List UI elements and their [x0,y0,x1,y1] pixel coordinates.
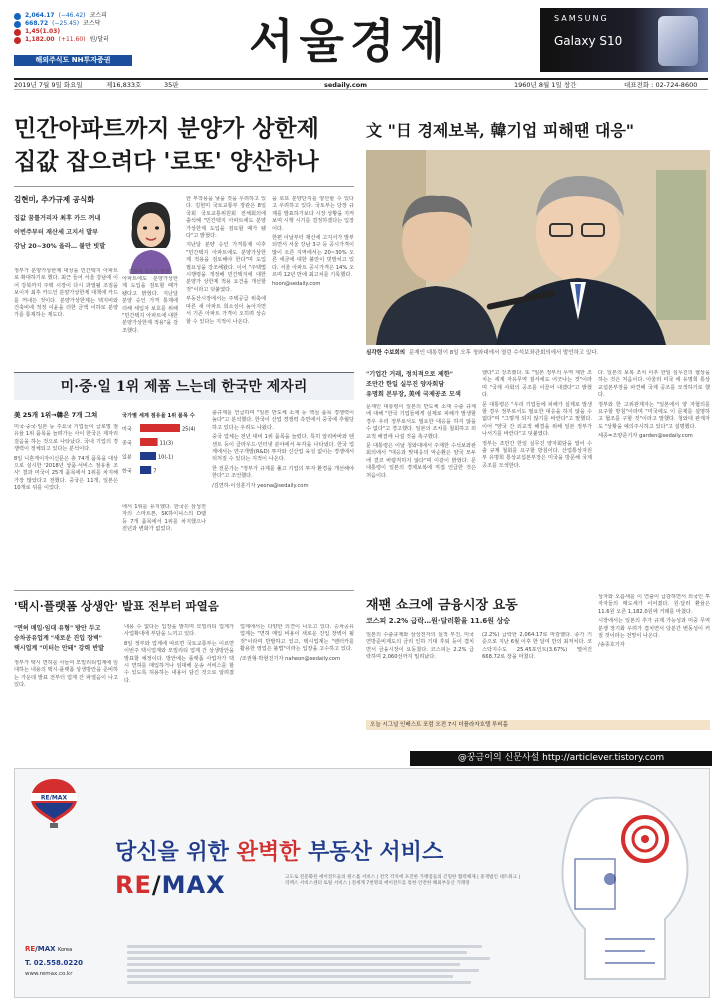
market-summary [14,12,132,52]
galaxy-ad[interactable] [540,8,708,72]
chart-bar [140,424,180,432]
site-url[interactable]: sedaily.com [324,81,367,89]
top-headline: 민간아파트까지 분양가 상한제 집값 잡으려다 '로또' 양산하나 [14,115,319,175]
president-subheads: "기업간 거래, 정치적으로 제한" 조만간 한일 실무진 양자회담 유명희 본부장, 美에 국제공조 모색 [366,371,461,398]
trade-headline: 미·중·일 1위 제품 느는데 한국만 제자리 [14,372,354,400]
blog-watermark[interactable]: @꿍금이의 신문사설 http://articlever.tistory.com [410,751,712,766]
chart-bar [140,438,158,446]
chart-category-label: 미국 [122,426,132,433]
chart-value-label: 25(4) [182,426,196,433]
chart-title: 국가별 세계 점유율 1위 품목 수 [122,413,195,419]
newspaper-logo: 서울경제 [249,14,451,68]
chart-category-label: 한국 [122,468,132,475]
meeting-photo-illustration [366,150,710,345]
divider [14,590,354,591]
president-headline: 文 "日 경제보복, 韓기업 피해땐 대응" [366,121,635,140]
market-row-fx: 1,182.00 (+11.60) 원/달러 [14,36,132,44]
trade-subhead: 美 25개 1위→韓은 7개 그쳐 [14,411,98,419]
market-headline: 재팬 쇼크에 금융시장 요동 [366,598,518,613]
chart-category-label: 중국 [122,440,132,447]
top-story-body-3: 한 부작용을 낳을 것을 우려하고 있다. 김현미 국토교통부 장관은 8일 국회 국토교통위원회 전체회의에 출석해 "민간택지 아파트에도 분양가상한제 도입을 검토할 때가 됐다"고 밝혔다. 지난달 분양 승인 가격통제 이후 "민간택지 아파트에도 분양가상한제 적용을 검토해야 한다"며 도입 필요성을 강조해왔다. 이어 "주택법 시행령을 개정해 민간택지에 대한 분양가 상한제 적용 요건을 개선할 것"이라고 덧붙였다. 부동산시장에서는 주택공급 위축에 따른 새 아파트 희소성이 높아지면서 기존 아파트 가격이 오히려 상승할 수 있다는 지적이 나온다. [186,196,266,325]
meeting-photo [366,150,710,345]
market-row-kosdaq: 668.72 (−25.45) 코스닥 [14,20,132,28]
caricature-illustration [122,196,180,274]
balloon-label: RE/MAX [40,794,68,802]
trade-body-3: 출규제를 언급하며 "일본 반도체 소재 등 핵심 품목 경쟁력이 높다"고 분석했다. 한국이 산업 경쟁력 측면에서 중국에 추월당하고 있다는 우려도 나왔다. 중국 업체는 전년 대비 1위 품목을 늘렸다. 특히 알리바바와 텐센트 등이 클라우드·인터넷 분야에서 두각을 나타냈다. 한국 업계에서는 연구개발(R&D) 투자와 신산업 육성 없이는 경쟁에서 뒤처질 수 있다는 지적이 나온다. 한 전문가는 "정부가 규제를 풀고 기업의 투자 환경을 개선해야 한다"고 조언했다. /김연하·이성훈기자 yeona@sedaily.com [212,410,354,489]
top-story-body: 정부가 분양가상한제 대상을 민간택지 아파트로 확대하기로 했다. 최근 들어 서울 강남에 이어 강북까지 주택 시장이 다시 과열될 조짐을 보이자 최후 카드인 분양가상한제 대책에 카드를 꺼내든 것이다. 분양가상한제는 택지비와 건축비에 적정 이윤을 더한 금액 이하로 분양가를 통제하는 제도다. [14,268,118,319]
chart-value-label: 10(-1) [158,454,174,461]
president-body-1: 문재인 대통령이 일본의 반도체 소재 수출 규제에 대해 "한국 기업들에게 실제로 피해가 발생할 경우 우리 정부로서도 필요한 대응을 하지 않을 수 없다"고 경고했다. 일본의 조치를 철회하고 외교적 해결에 나설 것을 촉구했다. 문 대통령은 이날 청와대에서 주재한 수석보좌관회의에서 "대응과 맞대응의 악순환은 양국 모두에 결코 바람직하지 않다"며 이같이 밝혔다. 문 대통령이 일본의 경제보복에 직접 언급한 것은 처음이다. [366,404,476,479]
chart-bar [140,452,156,460]
phone-number: 대표전화 : 02-724-8600 [624,81,698,89]
president-body-3: 다. 일본의 보복 조치 이후 한일 실무진의 협상을 하는 것은 처음이다. 아울러 미국 에 유명희 통상교섭본부장을 파견해 국제 공조를 모색하기로 했다. 정부와 한 고위관계자는 "일본에서 양 자협의를 요구할 방침"이라며 "미국에도 이 문제를 설명하고 협조를 구할 것"이라고 말했다. 청와대 관계자도 "상황을 예의주시하고 있다"고 설명했다. 세종=조양준기자 garden@sedaily.com [598,370,710,440]
taxi-subheads: "면허 매입·임대 유형" 방안 두고 승차공유업계 "새로운 진입 장벽" 택시업계 "미터는 안돼" 강력 반발 [14,625,104,652]
taxi-body-3: 업계에서는 다양한 의견이 나오고 있다. 승차공유 업계는 "면허 매입 비용이 새로운 진입 장벽이 될 것"이라며 반발하고 있고, 택시업계는 "렌터카를 활용한 영업은 불법"이라는 입장을 고수하고 있다. /조권형·박현진기자 naheon@sedaily.com [240,624,354,662]
photo-caption: 심각한 수보회의 문재인 대통령이 8일 오후 청와대에서 열린 수석보좌관회의에서 발언하고 있다. [366,350,599,356]
chart-bars [122,424,195,475]
market-row-other: 1,45(1.03) [14,28,132,36]
ad-brand: RE/MAX [115,871,226,899]
market-subhead: 코스피 2.2% 급락…원·달러환율 11.6원 상승 [366,617,510,625]
robot-illustration [515,779,705,994]
phone-icon [658,16,698,66]
ad-branch-list [127,945,497,993]
remax-ad[interactable] [14,768,710,998]
market-dot-icon [14,29,21,36]
ad-phone[interactable]: T. 02.558.0220 [25,959,83,967]
ad-title: 당신을 위한 완벽한 부동산 서비스 [115,840,444,865]
trade-body-1: 미국·중국·일본 등 주요국 기업들이 글로벌 점유율 1위 품목을 늘려가는 사이 한국은 제자리걸음을 하는 것으로 나타났다. 국내 기업의 경쟁력이 정체되고 있다는 분석이다. 8일 니혼게이자이신문은 총 74개 품목을 대상으로 실시한 '2018년 상품·서비스 점유율 조사' 결과 미국이 25개 품목에서 1위를 차지해 가장 많았다고 전했다. 중국은 11개, 일본은 10개로 뒤를 이었다. [14,424,118,492]
issue-edition: 35판 [164,81,179,89]
balloon-icon [29,777,79,829]
chart-value-label: 7 [153,468,157,475]
date-bar [14,78,708,90]
market-dot-icon [14,37,21,44]
market-row-kospi: 2,064.17 (−46.42) 코스피 [14,12,132,20]
issue-number: 제16,833호 [106,81,142,89]
samsung-brand: SAMSUNG [554,14,609,23]
market-body-2: (2.2%) 급락한 2,064.17로 마감했다. 종가 기준으로 지난 6월 이후 한 달여 만의 최저치다. 코스닥지수도 25.45포인트(3.67%) 떨어진 668.72로 장을 마쳤다. [482,632,592,661]
top-subheads: 집값 꿈틀거리자 최후 카드 꺼내 이번주부터 재산세 고지서 발부 강남 20~30% 올라… 불만 빗발 [14,215,106,250]
ad-footer-logo: RE/MAX Korea [25,945,73,953]
taxi-headline: '택시·플랫폼 상생안' 발표 전부터 파열음 [14,599,219,613]
ad-url[interactable]: www.remax.co.kr [25,971,73,977]
market-dot-icon [14,13,21,20]
issue-date: 2019년 7월 9일 화요일 [14,81,83,89]
market-body-3: 상자와 오름세를 이 연출이 급감하면서 외국인 투자자들의 매도세가 이어졌다. 원·달러 환율은 11.6원 오른 1,182.0원에 거래를 마쳤다. 시장에서는 일본의 추가 규제 가능성과 미중 무역분쟁 장기화 우려가 겹치면서 당분간 변동성이 커질 것이라는 전망이 나온다. /송종호기자 [598,594,710,649]
forum-promo[interactable]: 오늘 시그널 인베스트 포럼 오전 7시 더플라자호텔 루비홀 [366,720,710,730]
market-dot-icon [14,21,21,28]
trade-body-2: 에서 1위를 유지했다. 한국은 삼성전자의 스마트폰, SK하이닉스의 D램 등 7개 품목에서 1위를 차지했으나 전년과 변화가 없었다. [122,504,206,533]
top-story-body-4: 을 로또 분양단지를 양산할 수 있다고 우려하고 있다. 국토부는 당장 규제를 발표하기보다 시장 상황을 지켜보며 시행 시기를 결정하겠다는 입장이다. 한편 이날부터 재산세 고지서가 발부되면서 서울 강남 3구 등 공시가격이 많이 오른 지역에서는 20~30% 오른 세금에 대한 불만이 빗발치고 있다. 서울 아파트 공시가격은 14% 오르며 12년 만에 최고치를 기록했다. hoon@sedaily.com [272,196,354,288]
divider [14,186,354,187]
founded-date: 1960년 8월 1일 창간 [514,81,577,89]
taxi-body-2: 내용 수 없다는 입장을 밝히며 모빌리티 업계가 사업확대에 부담을 느끼고 있다. 8일 정부와 업계에 따르면 국토교통부는 이르면 이번주 택시업계와 모빌리티 업계 간 상생방안을 발표할 예정이다. 방안에는 플랫폼 사업자가 택시 면허를 매입하거나 임대해 운송 서비스를 할 수 있도록 허용하는 내용이 담긴 것으로 알려졌다. [124,624,234,684]
sponsor-nh[interactable]: 해외주식도 NH투자증권 [14,55,132,66]
taxi-body-1: 정부가 택시 면허를 사들여 모빌리티업계에 임대하는 내용의 택시·플랫폼 상생방안을 준비하는 가운데 발표 전부터 업계 간 파열음이 나고 있다. [14,660,118,689]
top-byline: 김현미, 추가규제 공식화 [14,195,95,204]
share-leader-chart [122,410,206,502]
chart-bar [140,466,151,474]
market-body-1: 일본의 수출규제와 삼성전자의 실적 부진, 미국 연방준비제도의 금리 인하 기대 후퇴 등이 겹치면서 금융시장이 요동쳤다. 코스피는 2.2% 급락하며 2,060선까지 밀려났다. [366,632,474,661]
caricature-caption: 김현미 국토부 장관 [128,269,170,275]
chart-value-label: 11(3) [159,440,174,447]
president-body-2: 했다"고 강조했다. 또 "일본 정부의 무역 제한 조치는 세계 자유무역 질서에도 어긋나는 것"이라며 "국제 사회의 공조를 이끌어 내겠다"고 밝혔다. 문 대통령은 "우리 기업들에 피해가 실제로 발생할 경우 정부로서도 필요한 대응을 하지 않을 수 없다"며 "그렇게 되지 않기를 바란다"고 말했다. 이어 "양국 간 외교적 해결을 위해 일본 정부가 나서기를 바란다"고 덧붙였다. 정부는 조만간 한일 실무진 양자회담을 열어 수출 규제 철회를 요구할 방침이다. 산업통상자원부 유명희 통상교섭본부장은 미국을 방문해 국제 공조를 모색한다. [482,370,592,469]
galaxy-model: Galaxy S10 [554,34,623,48]
top-story-body-2: 아파트에도 분양가상한제 도입을 검토할 때가 됐다고 밝혔다. 지난달 분양 승인 가격 통제에 더해 세입자 보호를 위해 "민간택지 아파트에 대한 분양가상한제 적용"을 강조했다. [122,276,178,334]
ad-description: 고도로 전문화된 에이전트들의 원스톱 서비스 | 전국 각지에 포진한 가맹점들의 긴밀한 협력체제 | 중개법인 네트워크 | 리맥스 서비스센터 토털 서비스 | 전세계 7천명의 에이전트를 통한 안전한 해외부동산 거래망 [285,875,521,887]
masthead [0,0,720,92]
chart-category-label: 일본 [122,454,132,461]
